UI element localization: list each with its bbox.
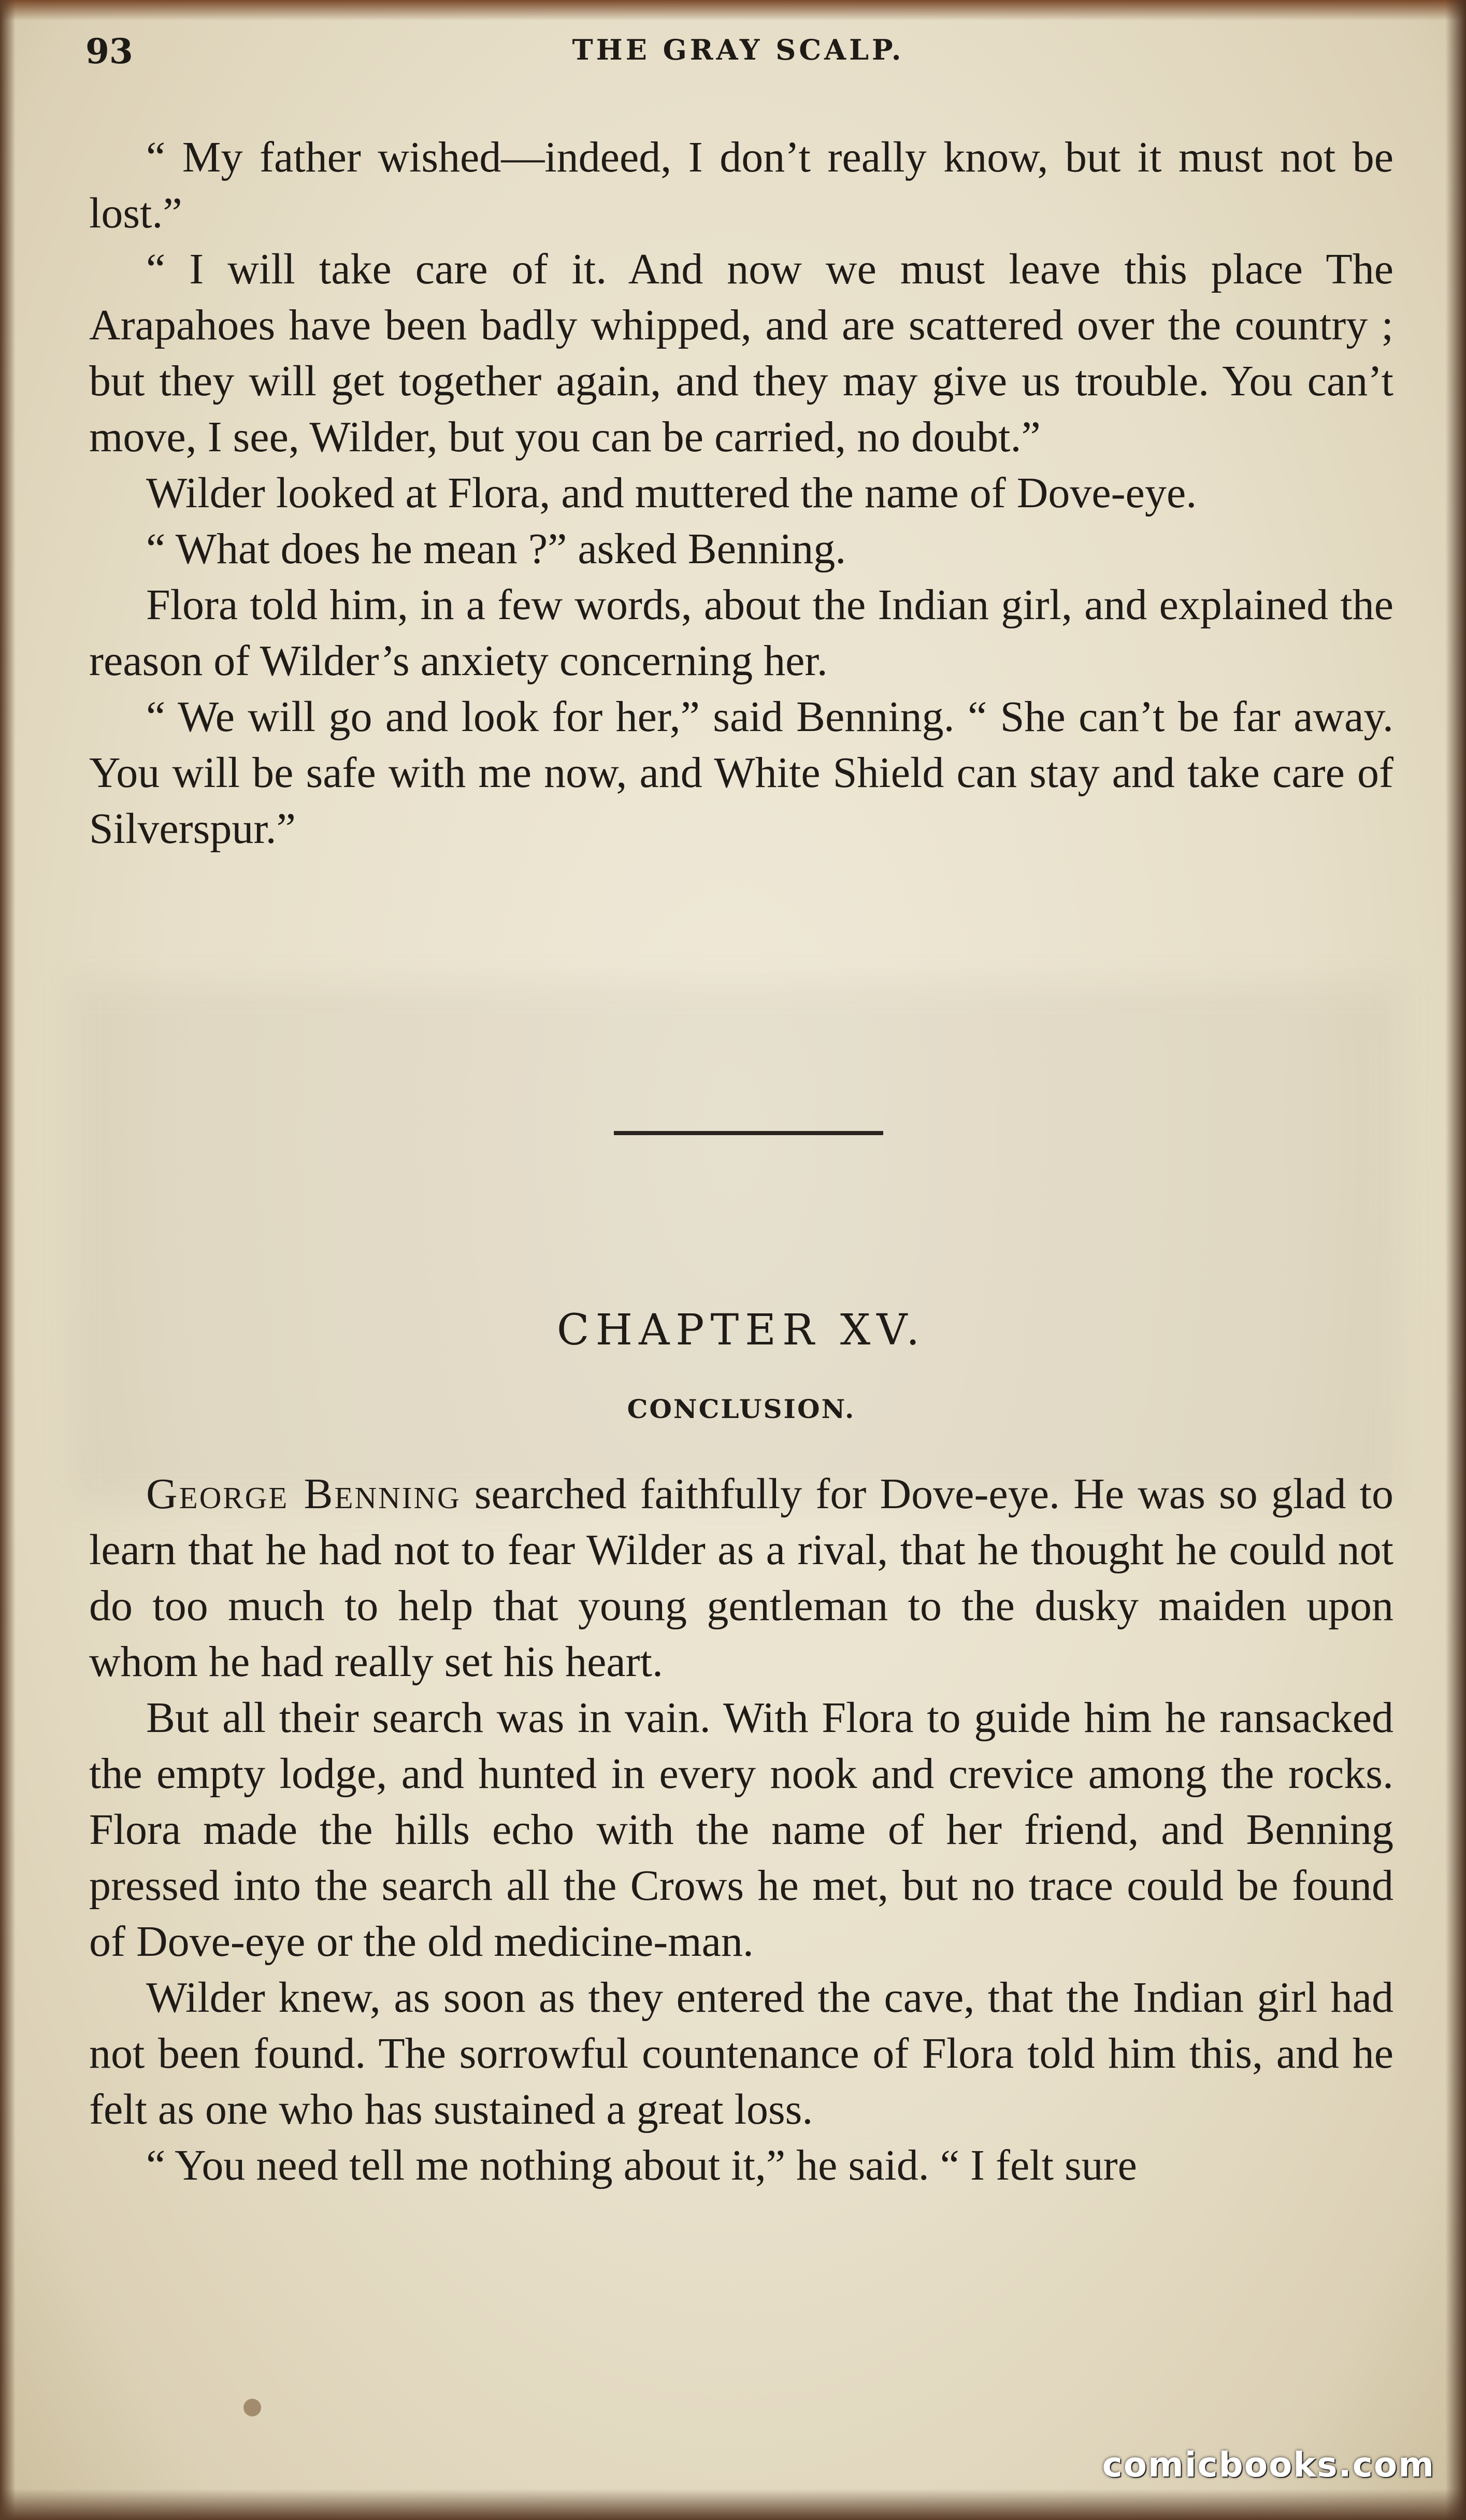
- section-divider-rule: [614, 1131, 883, 1135]
- opening-text: searched faithfully for Dove-eye. He was so glad to learn that he had not to fear Wilder as a rival, that he thought he could not do too much to help that young gentleman to the dusky maiden upon whom he had really set his heart.: [89, 1470, 1393, 1686]
- show-through-stain: [73, 984, 1399, 1502]
- page-edge-bottom: [0, 2489, 1466, 2520]
- body-text-bottom: [89, 1466, 1393, 2194]
- page-edge-right: [1445, 0, 1466, 2520]
- running-head: [85, 31, 1391, 73]
- paragraph: Wilder knew, as soon as they entered the cave, that the Indian girl had not been found. The sorrowful countenance of Flora told him this, and he felt as one who has sustained a great loss.: [89, 1973, 1393, 2134]
- running-title: THE GRAY SCALP.: [572, 33, 904, 66]
- body-text-top: [89, 130, 1393, 857]
- chapter-subtitle: CONCLUSION.: [627, 1394, 856, 1424]
- opening-name: George Benning: [146, 1470, 461, 1518]
- paragraph: “ We will go and look for her,” said Benning. “ She can’t be far away. You will be safe with me now, and White Shield can stay and take care of Silverspur.”: [89, 693, 1393, 853]
- paragraph: “ What does he mean ?” asked Benning.: [146, 525, 846, 573]
- paragraph: Flora told him, in a few words, about the Indian girl, and explained the reason of Wilder’s anxiety concerning her.: [89, 581, 1393, 685]
- chapter-heading: CHAPTER XV.: [556, 1306, 926, 1355]
- page-edge-left: [0, 0, 16, 2520]
- page-edge-top: [0, 0, 1466, 21]
- paragraph: “ You need tell me nothing about it,” he said. “ I felt sure: [146, 2141, 1137, 2189]
- paper-spot: [243, 2399, 261, 2416]
- site-watermark: comicbooks.com: [1102, 2445, 1435, 2485]
- page-number: 93: [85, 31, 133, 71]
- paragraph: Wilder looked at Flora, and muttered the name of Dove-eye.: [146, 469, 1197, 517]
- paragraph-opening: [89, 1466, 1393, 1690]
- paragraph: “ My father wished—indeed, I don’t really know, but it must not be lost.”: [89, 133, 1393, 237]
- paragraph: “ I will take care of it. And now we must leave this place The Arapahoes have been badly whipped, and are scattered over the country ; but they will get together again, and they may give us trouble. You can’t move, I see, Wilder, but you can be carried, no doubt.”: [89, 245, 1393, 461]
- paragraph: But all their search was in vain. With Flora to guide him he ransacked the empty lodge, and hunted in every nook and crevice among the rocks. Flora made the hills echo with the name of her friend, and Benning pressed into the search all the Crows he met, but no trace could be found of Dove-eye or the old medicine-man.: [89, 1694, 1393, 1966]
